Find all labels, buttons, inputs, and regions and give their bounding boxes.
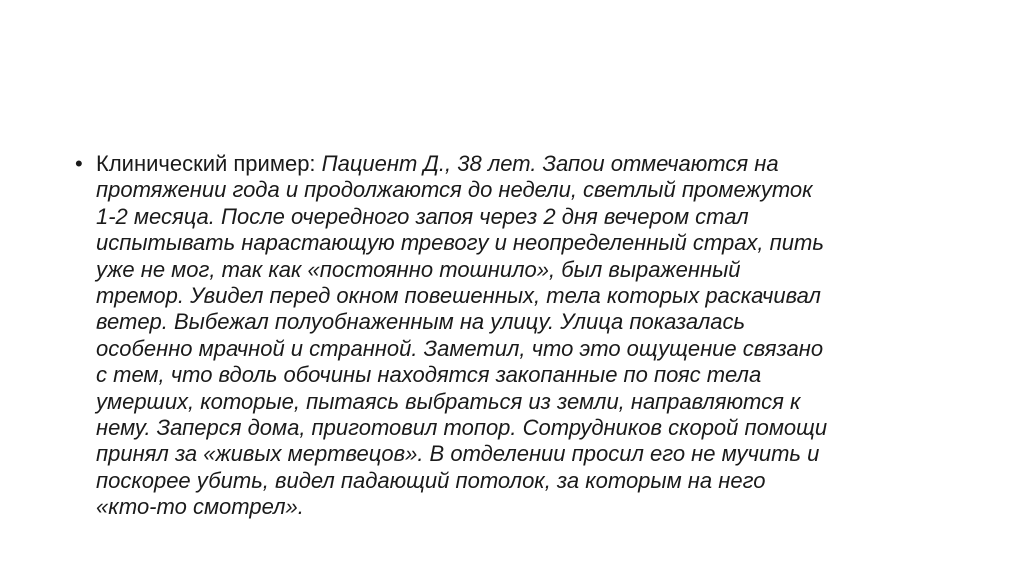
- text-line: уже не мог, так как «постоянно тошнило», был выраженный: [96, 256, 741, 282]
- text-line: умерших, которые, пытаясь выбраться из земли, направляются к: [96, 388, 801, 414]
- text-line: принял за «живых мертвецов». В отделении просил его не мучить и: [96, 441, 820, 467]
- text-line: «кто-то смотрел».: [96, 494, 304, 520]
- text-line: ветер. Выбежал полуобнаженным на улицу. Улица показалась: [96, 309, 746, 335]
- text-line: поскорее убить, видел падающий потолок, за которым на него: [96, 467, 766, 493]
- text-line: протяжении года и продолжаются до недели, светлый промежуток: [96, 177, 813, 203]
- bullet-marker: •: [75, 151, 83, 176]
- text-line: нему. Заперся дома, приготовил топор. Сотрудников скорой помощи: [96, 415, 828, 441]
- case-example-text: [96, 151, 955, 521]
- text-line: [96, 151, 955, 177]
- text-line: 1-2 месяца. После очередного запоя через 2 дня вечером стал: [96, 203, 749, 229]
- text-line: особенно мрачной и странной. Заметил, что это ощущение связано: [96, 335, 824, 361]
- text-line-segment: Пациент Д., 38 лет. Запои отмечаются на: [321, 151, 779, 176]
- bullet-list: [75, 151, 955, 521]
- text-line: испытывать нарастающую тревогу и неопределенный страх, пить: [96, 230, 824, 256]
- case-example-bullet: [75, 151, 955, 521]
- text-line: тремор. Увидел перед окном повешенных, тела которых раскачивал: [96, 283, 821, 309]
- text-line: с тем, что вдоль обочины находятся закопанные по пояс тела: [96, 362, 762, 388]
- lead-label: Клинический пример:: [96, 151, 322, 176]
